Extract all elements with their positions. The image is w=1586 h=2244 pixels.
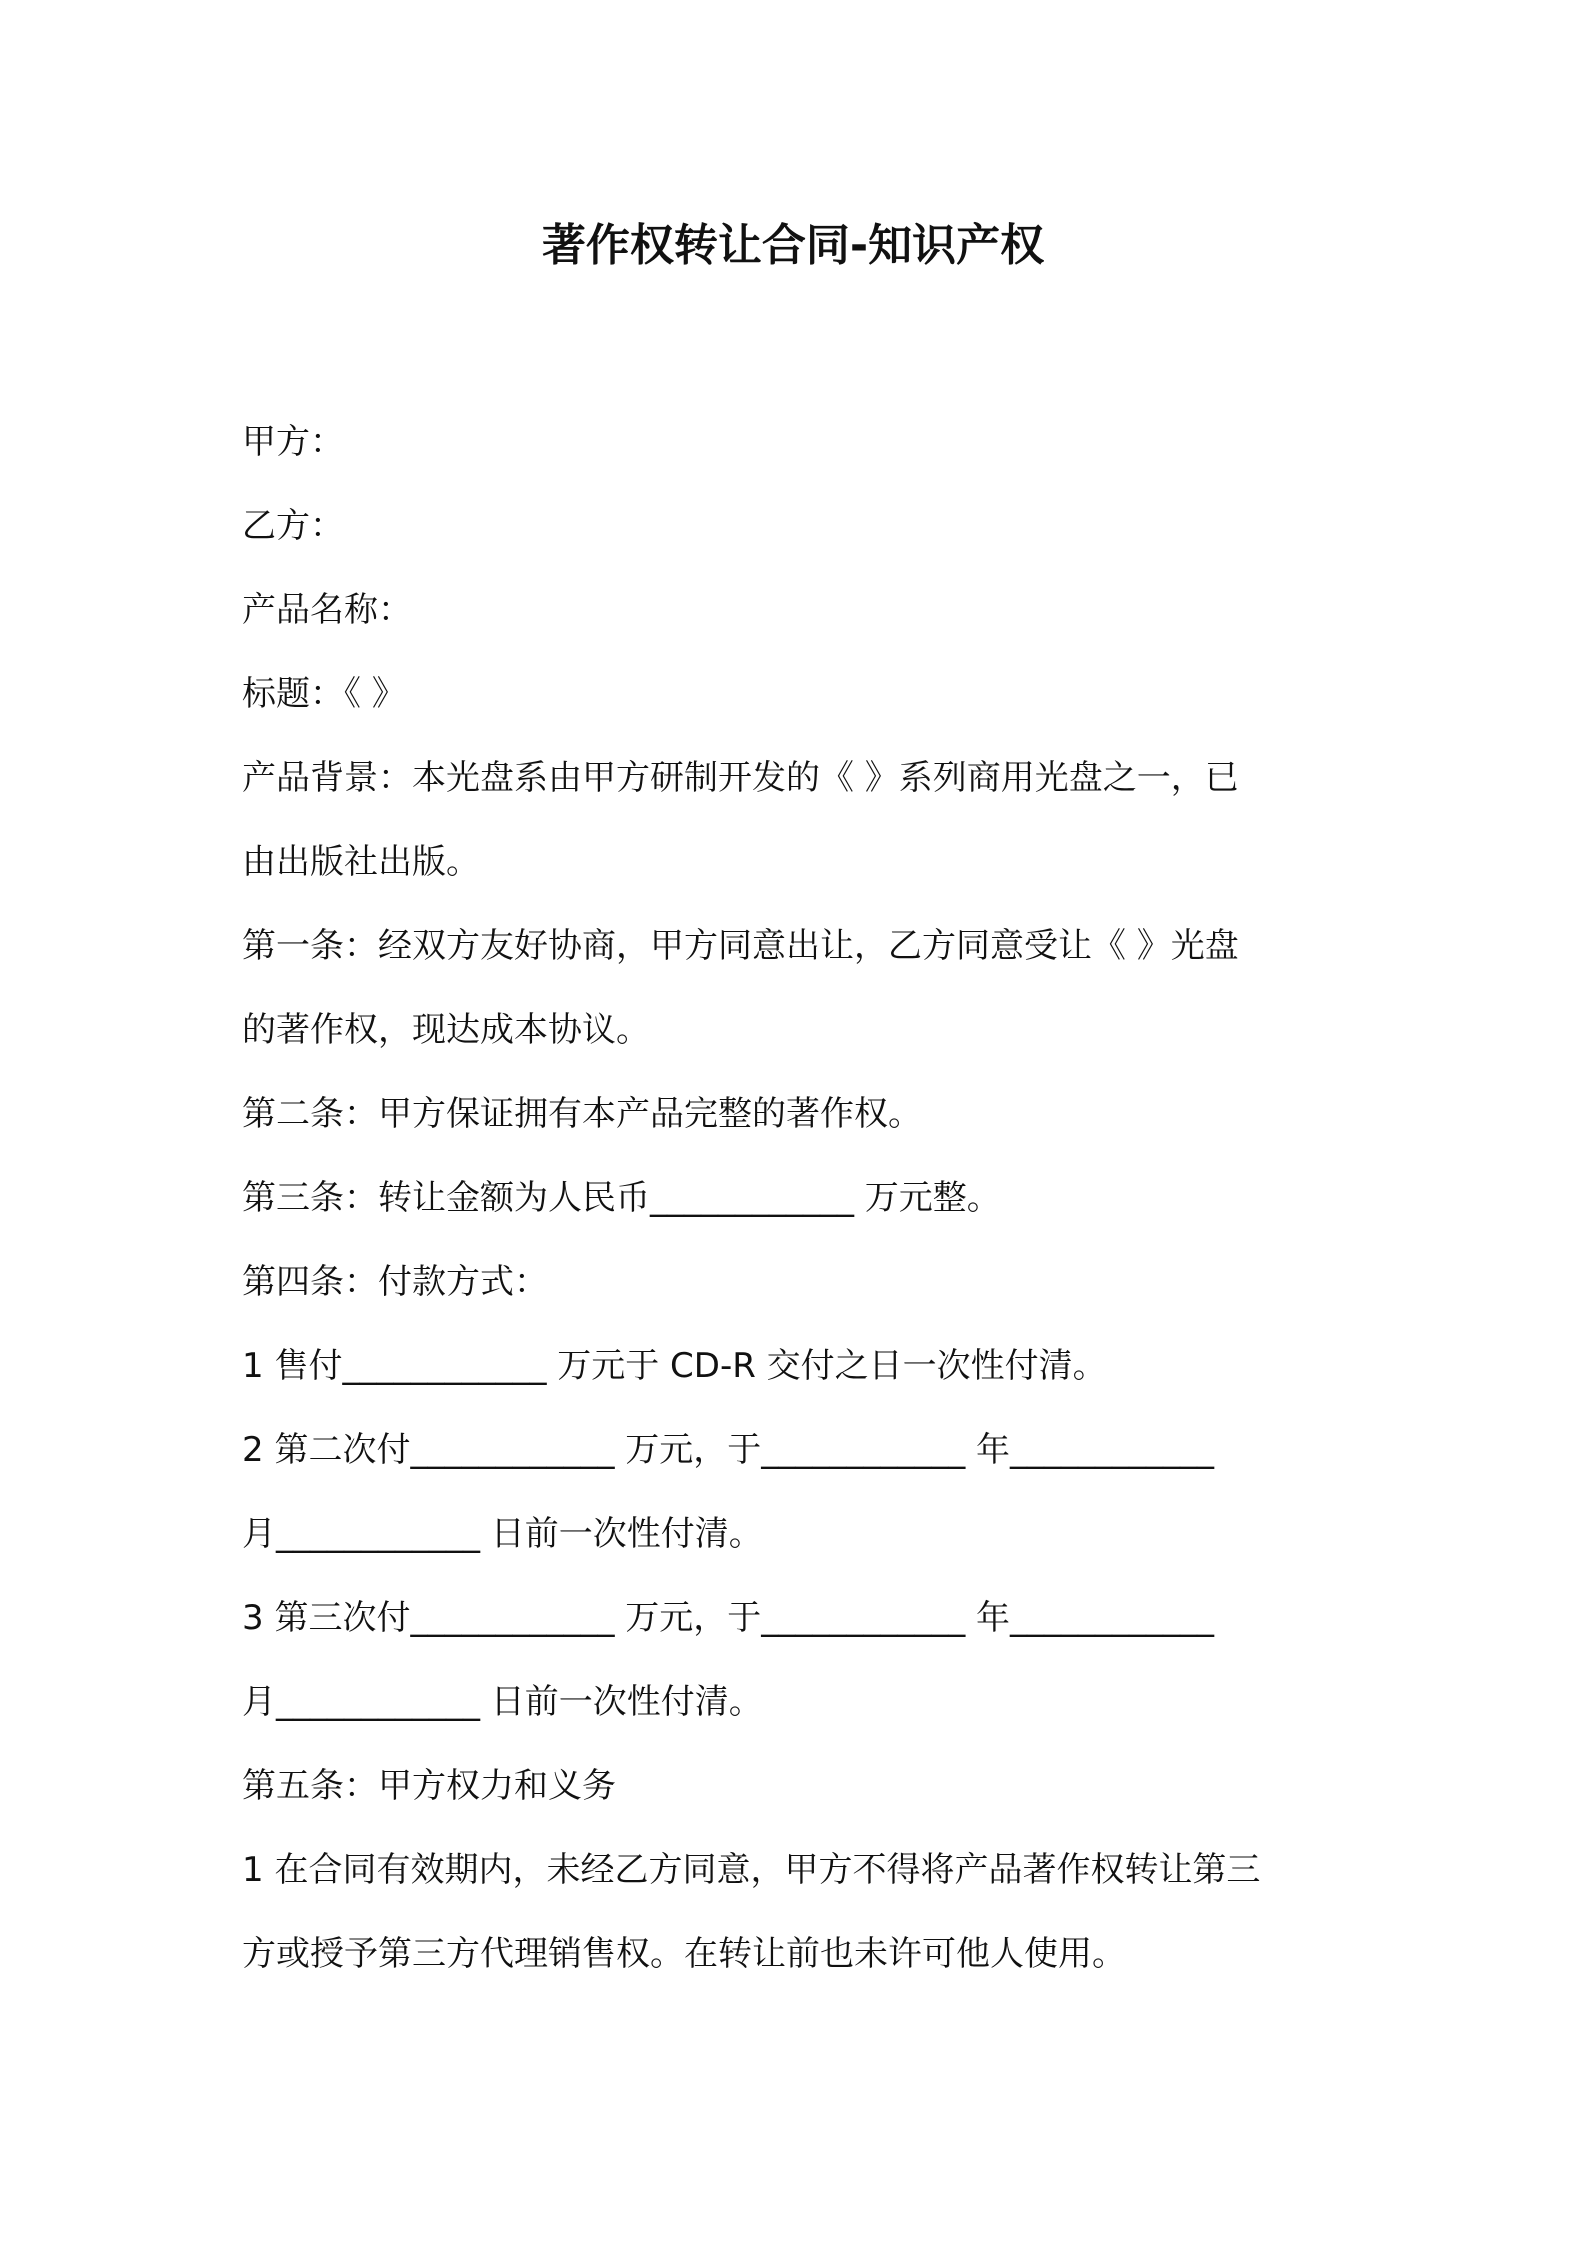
party-a-line: 甲方： — [242, 422, 344, 462]
payment-item-3-line-1: 3 第三次付____________ 万元，于____________ 年____________ — [242, 1598, 1215, 1638]
article-3-line: 第三条：转让金额为人民币____________ 万元整。 — [242, 1178, 1001, 1218]
product-background-line-2: 由出版社出版。 — [242, 842, 480, 882]
document-title: 著作权转让合同-知识产权 — [541, 220, 1045, 271]
payment-item-2-line-2: 月____________ 日前一次性付清。 — [242, 1514, 763, 1554]
payment-item-1: 1 售付____________ 万元于 CD-R 交付之日一次性付清。 — [242, 1346, 1107, 1386]
article-4-heading: 第四条：付款方式： — [242, 1262, 548, 1302]
article-5-item-1-line-1: 1 在合同有效期内，未经乙方同意，甲方不得将产品著作权转让第三 — [242, 1850, 1261, 1890]
article-5-heading: 第五条：甲方权力和义务 — [242, 1766, 616, 1806]
article-5-item-1-line-2: 方或授予第三方代理销售权。在转让前也未许可他人使用。 — [242, 1934, 1126, 1974]
document-body — [242, 400, 1358, 1996]
article-1-line-1: 第一条：经双方友好协商，甲方同意出让，乙方同意受让《 》光盘 — [242, 926, 1239, 966]
party-b-line: 乙方： — [242, 506, 344, 546]
article-1-line-2: 的著作权，现达成本协议。 — [242, 1010, 650, 1050]
payment-item-3-line-2: 月____________ 日前一次性付清。 — [242, 1682, 763, 1722]
title-line: 标题：《 》 — [242, 674, 406, 714]
product-name-line: 产品名称： — [242, 590, 412, 630]
product-background-line-1: 产品背景：本光盘系由甲方研制开发的《 》系列商用光盘之一，已 — [242, 758, 1239, 798]
article-2-line: 第二条：甲方保证拥有本产品完整的著作权。 — [242, 1094, 922, 1134]
payment-item-2-line-1: 2 第二次付____________ 万元，于____________ 年____________ — [242, 1430, 1215, 1470]
